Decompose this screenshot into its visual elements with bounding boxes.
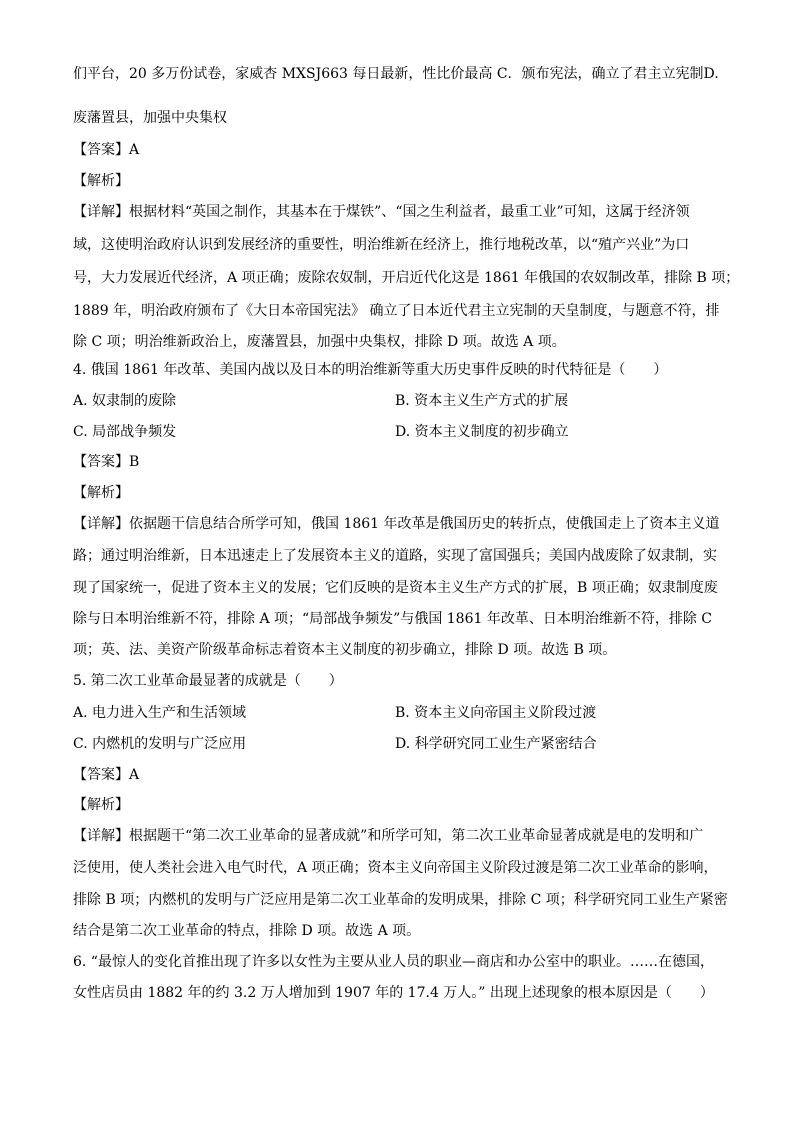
q4-option-a: A. 奴隶制的废除: [73, 393, 177, 409]
q5-option-a: A. 电力进入生产和生活领域: [73, 705, 247, 721]
q5-answer: 【答案】A: [73, 767, 140, 783]
q6-stem-line: 女性店员由 1882 年的约 3.2 万人增加到 1907 年的 17.4 万人。” 出现上述现象的根本原因是（ ）: [73, 985, 714, 1001]
q4-stem: 4. 俄国 1861 年改革、美国内战以及日本的明治维新等重大历史事件反映的时代特征是（ ）: [73, 362, 668, 378]
q3-detail-line: 【详解】根据材料“英国之制作，其基本在于煤铁”、“国之生利益者，最重工业”可知，这属于经济领: [73, 204, 690, 220]
q4-detail-line: 现了国家统一，促进了资本主义的发展；它们反映的是资本主义生产方式的扩展，B 项正确；奴隶制度废: [73, 580, 718, 596]
q5-detail-line: 排除 B 项；内燃机的发明与广泛应用是第二次工业革命的发明成果，排除 C 项；科学研究同工业生产紧密: [73, 892, 728, 908]
q5-option-d: D. 科学研究同工业生产紧密结合: [395, 736, 597, 752]
q5-detail-line: 【详解】根据题干“第二次工业革命的显著成就”和所学可知，第二次工业革命显著成就是电的发明和广: [73, 828, 704, 844]
q4-answer: 【答案】B: [73, 454, 140, 470]
q3-option-d-continuation: 废藩置县，加强中央集权: [73, 110, 227, 126]
q4-detail-line: 路；通过明治维新，日本迅速走上了发展资本主义的道路，实现了富国强兵；美国内战废除了奴隶制，实: [73, 548, 717, 564]
q4-option-c: C. 局部战争频发: [73, 424, 177, 440]
q4-detail-line: 【详解】依据题干信息结合所学可知，俄国 1861 年改革是俄国历史的转折点，使俄国走上了资本主义道: [73, 516, 720, 532]
q5-option-c: C. 内燃机的发明与广泛应用: [73, 736, 247, 752]
q4-analysis-label: 【解析】: [73, 485, 129, 501]
q3-detail-line: 号，大力发展近代经济，A 项正确；废除农奴制，开启近代化这是 1861 年俄国的农奴制改革，排除 B 项；: [73, 270, 740, 286]
q5-detail-line: 结合是第二次工业革命的特点，排除 D 项。故选 A 项。: [73, 923, 421, 939]
q3-detail-line: 1889 年，明治政府颁布了《大日本帝国宪法》 确立了日本近代君主立宪制的天皇制度，与题意不符，排: [73, 303, 720, 319]
q4-detail-line: 项；英、法、美资产阶级革命标志着资本主义制度的初步确立，排除 D 项。故选 B 项。: [73, 642, 617, 658]
q3-detail-line: 除 C 项；明治维新政治上，废藩置县，加强中央集权，排除 D 项。故选 A 项。: [73, 334, 566, 350]
q5-detail-line: 泛使用，使人类社会进入电气时代，A 项正确；资本主义向帝国主义阶段过渡是第二次工业革命的影响，: [73, 860, 718, 876]
q3-detail-line: 域，这使明治政府认识到发展经济的重要性，明治维新在经济上，推行地税改革，以“殖产兴业”为口: [73, 237, 690, 253]
q3-analysis-label: 【解析】: [73, 173, 129, 189]
q4-detail-line: 除与日本明治维新不符，排除 A 项；“局部战争频发”与俄国 1861 年改革、日本明治维新不符，排除 C: [73, 611, 713, 627]
q3-answer: 【答案】A: [73, 142, 140, 158]
q5-stem: 5. 第二次工业革命最显著的成就是（ ）: [73, 673, 343, 689]
q5-analysis-label: 【解析】: [73, 797, 129, 813]
q6-stem-line: 6. “最惊人的变化首推出现了许多以女性为主要从业人员的职业—商店和办公室中的职业。……在德国，: [73, 954, 714, 970]
q4-option-b: B. 资本主义生产方式的扩展: [395, 393, 569, 409]
q4-option-d: D. 资本主义制度的初步确立: [395, 424, 569, 440]
q5-option-b: B. 资本主义向帝国主义阶段过渡: [395, 705, 597, 721]
header-line: 们平台，20 多万份试卷，家威杏 MXSJ663 每日最新，性比价最高 C．颁布宪法，确立了君主立宪制D.: [73, 66, 719, 82]
